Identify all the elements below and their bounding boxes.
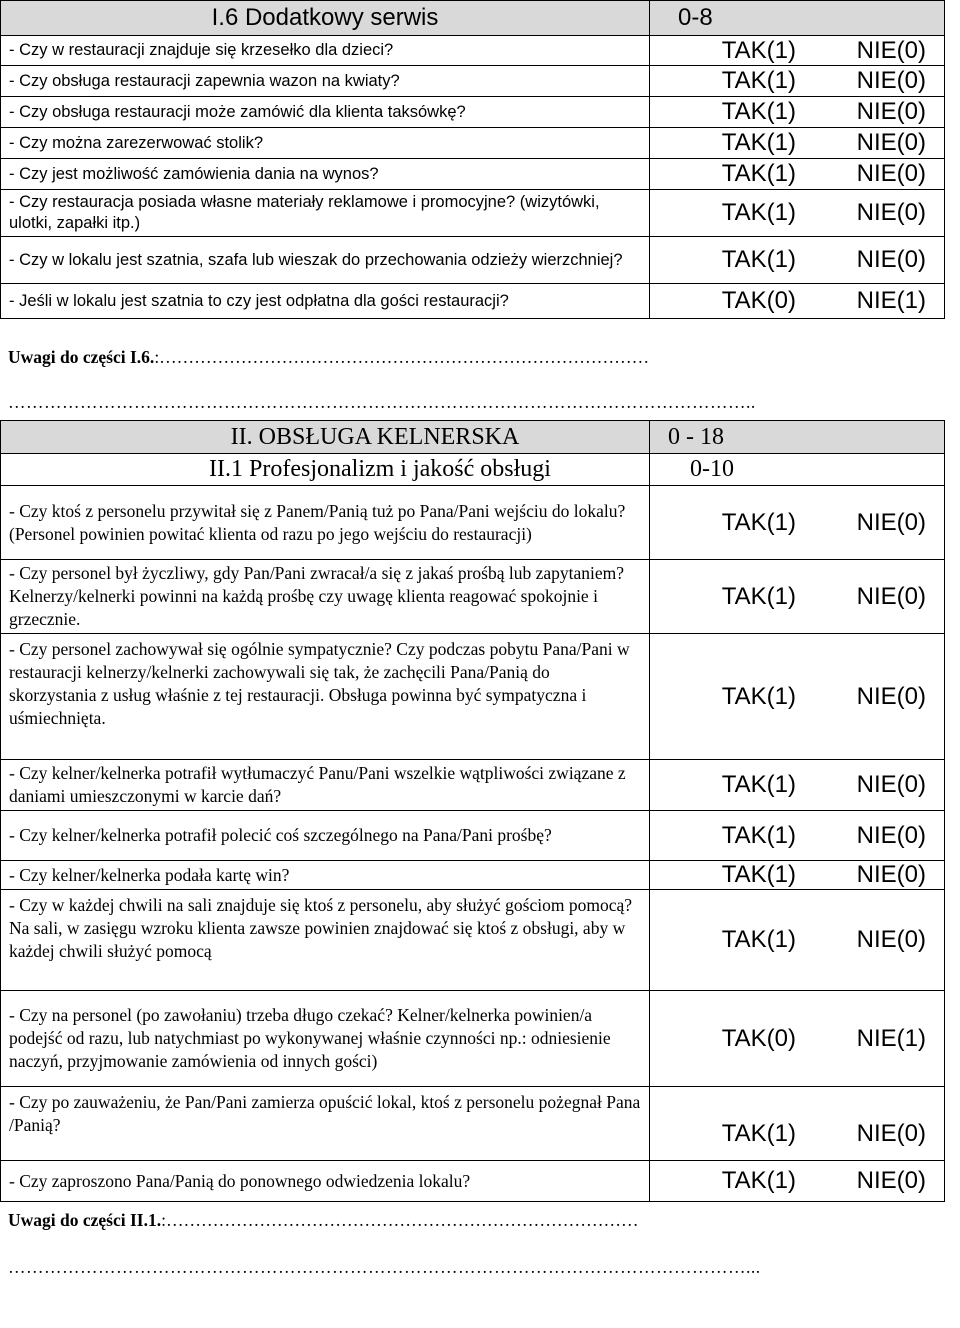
option-nie[interactable]: NIE(0) [856, 1120, 926, 1147]
answer-options [650, 486, 945, 560]
answer-options [650, 861, 945, 890]
notes-i6-dots-line[interactable]: …………………………………………………………………………………………………………….. [8, 392, 756, 412]
answer-options [650, 890, 945, 991]
answer-options [650, 1161, 945, 1202]
option-tak[interactable]: TAK(1) [721, 129, 796, 156]
question-text: - Czy w restauracji znajduje się krzesełko dla dzieci? [1, 36, 650, 66]
table-row [1, 190, 945, 237]
question-text: - Czy kelner/kelnerka podała kartę win? [1, 861, 650, 890]
table-row [1, 237, 945, 284]
notes-ii1 [8, 1209, 938, 1231]
section-i6-header [1, 1, 945, 36]
section-i6-title: I.6 Dodatkowy serwis [1, 1, 650, 36]
table-row [1, 128, 945, 159]
option-tak[interactable]: TAK(1) [721, 926, 796, 953]
table-row [1, 991, 945, 1087]
option-nie[interactable]: NIE(0) [856, 821, 926, 849]
table-row [1, 861, 945, 890]
table-row [1, 66, 945, 97]
answer-options [650, 190, 945, 237]
table-row [1, 36, 945, 66]
answer-options [650, 811, 945, 861]
option-tak[interactable]: TAK(1) [721, 98, 796, 125]
question-text: - Czy personel zachowywał się ogólnie sympatycznie? Czy podczas pobytu Pana/Pani w restauracji kelnerzy/kelnerki zachowywali się tak, że zachęcili Pana/Panią do skorzystania z usług właśnie z tej restauracji. Obsługa powinna być sympatyczna i uśmiechnięta. [1, 634, 650, 760]
option-tak[interactable]: TAK(1) [721, 861, 796, 888]
answer-options [650, 560, 945, 634]
option-nie[interactable]: NIE(0) [856, 199, 926, 226]
option-tak[interactable]: TAK(1) [721, 246, 796, 273]
option-nie[interactable]: NIE(0) [856, 246, 926, 273]
question-text: - Czy w lokalu jest szatnia, szafa lub wieszak do przechowania odzieży wierzchniej? [1, 237, 650, 284]
answer-options [650, 634, 945, 760]
question-text: - Czy ktoś z personelu przywitał się z Panem/Panią tuż po Pana/Pani wejściu do lokalu? (Personel powinien powitać klienta od razu po jego wejściu do restauracji) [1, 486, 650, 560]
option-tak[interactable]: TAK(1) [721, 771, 796, 798]
question-text: - Czy zaproszono Pana/Panią do ponownego odwiedzenia lokalu? [1, 1161, 650, 1202]
option-nie[interactable]: NIE(0) [856, 67, 926, 94]
answer-options [650, 36, 945, 66]
answer-options [650, 128, 945, 159]
option-tak[interactable]: TAK(1) [721, 67, 796, 94]
table-row [1, 1161, 945, 1202]
question-text: - Czy na personel (po zawołaniu) trzeba długo czekać? Kelner/kelnerka powinien/a podejść od razu, lub natychmiast po wykonywanej właśnie czynności np.: odniesienie naczyń, przyjmowanie zamówienia od innych gości) [1, 991, 650, 1087]
notes-i6 [8, 346, 938, 368]
section-ii1-header [1, 454, 945, 486]
table-row [1, 284, 945, 319]
question-text: - Czy jest możliwość zamówienia dania na wynos? [1, 159, 650, 190]
table-row [1, 634, 945, 760]
option-nie[interactable]: NIE(0) [856, 926, 926, 953]
notes-i6-label: Uwagi do części I.6. [8, 347, 155, 367]
section-i6-table [0, 0, 945, 319]
question-text: - Czy kelner/kelnerka potrafił polecić coś szczególnego na Pana/Pani prośbę? [1, 811, 650, 861]
question-text: - Czy w każdej chwili na sali znajduje się ktoś z personelu, aby służyć gościom pomocą? Na sali, w zasięgu wzroku klienta zawsze powinien znajdować się ktoś z obsługi, aby w każdej chwili służyć pomocą [1, 890, 650, 991]
option-tak[interactable]: TAK(1) [721, 1120, 796, 1147]
notes-ii1-label: Uwagi do części II.1. [8, 1210, 162, 1230]
answer-options [650, 237, 945, 284]
option-nie[interactable]: NIE(0) [856, 508, 926, 536]
option-nie[interactable]: NIE(0) [856, 861, 926, 888]
notes-i6-dots[interactable]: :………………………………………………………………………… [154, 347, 650, 367]
question-text: - Czy restauracja posiada własne materiały reklamowe i promocyjne? (wizytówki, ulotki, zapałki itp.) [1, 190, 650, 237]
answer-options [650, 1087, 945, 1161]
question-text: - Czy można zarezerwować stolik? [1, 128, 650, 159]
option-tak[interactable]: TAK(1) [721, 508, 796, 536]
table-row [1, 811, 945, 861]
answer-options [650, 284, 945, 319]
option-tak[interactable]: TAK(0) [721, 287, 796, 314]
table-row [1, 1087, 945, 1161]
option-tak[interactable]: TAK(1) [721, 160, 796, 187]
table-row [1, 890, 945, 991]
table-row [1, 97, 945, 128]
option-nie[interactable]: NIE(0) [856, 1167, 926, 1194]
option-tak[interactable]: TAK(1) [721, 36, 796, 64]
notes-ii1-dots[interactable]: :……………………………………………………………………… [161, 1210, 639, 1230]
section-ii1-score: 0-10 [650, 454, 945, 486]
option-nie[interactable]: NIE(0) [856, 771, 926, 798]
option-nie[interactable]: NIE(1) [856, 1024, 926, 1052]
option-tak[interactable]: TAK(1) [721, 1167, 796, 1194]
option-tak[interactable]: TAK(0) [721, 1024, 796, 1052]
option-nie[interactable]: NIE(1) [856, 287, 926, 314]
option-nie[interactable]: NIE(0) [856, 129, 926, 156]
table-row [1, 760, 945, 811]
question-text: - Czy personel był życzliwy, gdy Pan/Pani zwracał/a się z jakaś prośbą lub zapytaniem? Kelnerzy/kelnerki powinni na każdą prośbę czy uwagę klienta reagować spokojnie i grzecznie. [1, 560, 650, 634]
table-row [1, 159, 945, 190]
section-ii1-title: II.1 Profesjonalizm i jakość obsługi [1, 454, 650, 486]
answer-options [650, 66, 945, 97]
option-tak[interactable]: TAK(1) [721, 199, 796, 226]
question-text: - Czy kelner/kelnerka potrafił wytłumaczyć Panu/Pani wszelkie wątpliwości związane z daniami umieszczonymi w karcie dań? [1, 760, 650, 811]
option-nie[interactable]: NIE(0) [856, 98, 926, 125]
table-row [1, 560, 945, 634]
option-tak[interactable]: TAK(1) [721, 821, 796, 849]
section-ii-title: II. OBSŁUGA KELNERSKA [1, 421, 650, 454]
section-ii-score: 0 - 18 [650, 421, 945, 454]
answer-options [650, 159, 945, 190]
question-text: - Czy obsługa restauracji zapewnia wazon na kwiaty? [1, 66, 650, 97]
answer-options [650, 991, 945, 1087]
option-tak[interactable]: TAK(1) [721, 582, 796, 610]
question-text: - Czy obsługa restauracji może zamówić dla klienta taksówkę? [1, 97, 650, 128]
section-ii-table [0, 420, 945, 1202]
answer-options [650, 97, 945, 128]
option-nie[interactable]: NIE(0) [856, 36, 926, 64]
question-text: - Jeśli w lokalu jest szatnia to czy jest odpłatna dla gości restauracji? [1, 284, 650, 319]
section-i6-score: 0-8 [650, 1, 945, 36]
option-tak[interactable]: TAK(1) [721, 682, 796, 710]
section-ii-header [1, 421, 945, 454]
answer-options [650, 760, 945, 811]
table-row [1, 486, 945, 560]
option-nie[interactable]: NIE(0) [856, 160, 926, 187]
option-nie[interactable]: NIE(0) [856, 682, 926, 710]
notes-ii1-dots-line[interactable]: ……………………………………………………………………………………………………………... [8, 1257, 761, 1277]
question-text: - Czy po zauważeniu, że Pan/Pani zamierza opuścić lokal, ktoś z personelu pożegnał Pana /Panią? [1, 1087, 650, 1161]
option-nie[interactable]: NIE(0) [856, 582, 926, 610]
